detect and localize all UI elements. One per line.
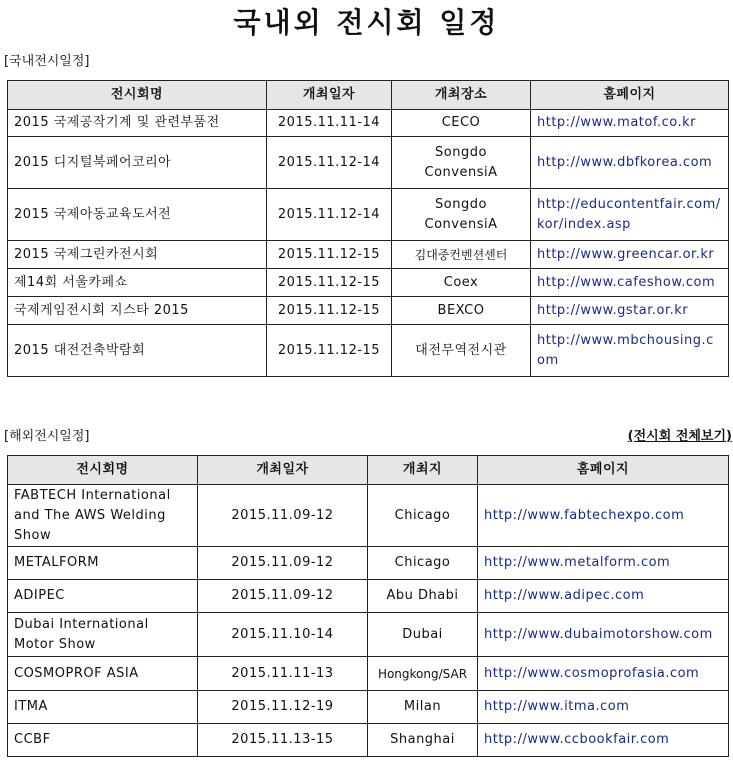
homepage-link[interactable]: http://www.ccbookfair.com — [478, 724, 729, 757]
table-row — [8, 269, 729, 297]
exhibition-date: 2015.11.12-15 — [267, 297, 392, 325]
exhibition-date: 2015.11.12-15 — [267, 269, 392, 297]
exhibition-name: METALFORM — [8, 547, 198, 580]
exhibition-name: 2015 대전건축박람회 — [8, 325, 267, 377]
column-header-name: 전시회명 — [8, 456, 198, 485]
exhibition-date: 2015.11.11-14 — [267, 110, 392, 137]
exhibition-date: 2015.11.12-14 — [267, 137, 392, 189]
homepage-link[interactable]: http://www.dbfkorea.com — [531, 137, 729, 189]
homepage-link[interactable]: http://www.metalform.com — [478, 547, 729, 580]
homepage-link[interactable]: http://www.mbchousing.com — [531, 325, 729, 377]
exhibition-venue: Songdo ConvensiA — [392, 189, 531, 241]
overseas-section-label: [해외전시일정] — [4, 429, 90, 444]
exhibition-venue: Chicago — [368, 485, 478, 547]
exhibition-date: 2015.11.09-12 — [198, 580, 368, 613]
column-header-venue: 개최장소 — [392, 81, 531, 110]
table-row — [8, 547, 729, 580]
domestic-section-label: [국내전시일정] — [4, 54, 90, 69]
exhibition-name: 2015 국제아동교육도서전 — [8, 189, 267, 241]
exhibition-venue: Dubai — [368, 613, 478, 657]
column-header-date: 개최일자 — [198, 456, 368, 485]
exhibition-venue: Coex — [392, 269, 531, 297]
exhibition-date: 2015.11.10-14 — [198, 613, 368, 657]
exhibition-name: 2015 디지털북페어코리아 — [8, 137, 267, 189]
exhibition-date: 2015.11.09-12 — [198, 485, 368, 547]
exhibition-name: ITMA — [8, 691, 198, 724]
exhibition-date: 2015.11.12-15 — [267, 325, 392, 377]
table-row — [8, 137, 729, 189]
table-row — [8, 724, 729, 757]
homepage-link[interactable]: http://www.matof.co.kr — [531, 110, 729, 137]
homepage-link[interactable]: http://www.cosmoprofasia.com — [478, 657, 729, 691]
exhibition-venue: CECO — [392, 110, 531, 137]
column-header-date: 개최일자 — [267, 81, 392, 110]
homepage-link[interactable]: http://www.gstar.or.kr — [531, 297, 729, 325]
exhibition-venue: Shanghai — [368, 724, 478, 757]
exhibition-venue: 대전무역전시관 — [392, 325, 531, 377]
exhibition-date: 2015.11.12-15 — [267, 241, 392, 269]
table-header-row — [8, 456, 729, 485]
exhibition-venue: BEXCO — [392, 297, 531, 325]
column-header-homepage: 홈페이지 — [531, 81, 729, 110]
exhibition-name: COSMOPROF ASIA — [8, 657, 198, 691]
table-row — [8, 657, 729, 691]
homepage-link[interactable]: http://www.fabtechexpo.com — [478, 485, 729, 547]
table-row — [8, 613, 729, 657]
exhibition-name: 제14회 서울카페쇼 — [8, 269, 267, 297]
domestic-exhibition-table — [7, 80, 729, 377]
table-header-row — [8, 81, 729, 110]
homepage-link[interactable]: http://www.dubaimotorshow.com — [478, 613, 729, 657]
exhibition-name: 2015 국제그린카전시회 — [8, 241, 267, 269]
exhibition-venue: 김대중컨벤션센터 — [392, 241, 531, 269]
exhibition-date: 2015.11.12-14 — [267, 189, 392, 241]
exhibition-name: CCBF — [8, 724, 198, 757]
table-row — [8, 189, 729, 241]
homepage-link[interactable]: http://www.cafeshow.com — [531, 269, 729, 297]
table-row — [8, 691, 729, 724]
exhibition-name: 국제게임전시회 지스타 2015 — [8, 297, 267, 325]
table-row — [8, 297, 729, 325]
homepage-link[interactable]: http://www.greencar.or.kr — [531, 241, 729, 269]
table-row — [8, 485, 729, 547]
exhibition-date: 2015.11.11-13 — [198, 657, 368, 691]
homepage-link[interactable]: http://educontentfair.com/kor/index.asp — [531, 189, 729, 241]
column-header-name: 전시회명 — [8, 81, 267, 110]
table-row — [8, 241, 729, 269]
homepage-link[interactable]: http://www.adipec.com — [478, 580, 729, 613]
table-row — [8, 110, 729, 137]
exhibition-venue: Milan — [368, 691, 478, 724]
exhibition-date: 2015.11.13-15 — [198, 724, 368, 757]
overseas-exhibition-table — [7, 455, 729, 757]
exhibition-name: ADIPEC — [8, 580, 198, 613]
table-row — [8, 325, 729, 377]
exhibition-name: 2015 국제공작기계 및 관련부품전 — [8, 110, 267, 137]
exhibition-date: 2015.11.09-12 — [198, 547, 368, 580]
homepage-link[interactable]: http://www.itma.com — [478, 691, 729, 724]
column-header-venue: 개최지 — [368, 456, 478, 485]
exhibition-venue: Hongkong/SAR — [368, 657, 478, 691]
view-all-exhibitions-link[interactable]: (전시회 전체보기) — [627, 429, 732, 444]
page-title: 국내외 전시회 일정 — [233, 6, 500, 39]
exhibition-name: FABTECH International and The AWS Welding Show — [8, 485, 198, 547]
table-row — [8, 580, 729, 613]
column-header-homepage: 홈페이지 — [478, 456, 729, 485]
exhibition-venue: Songdo ConvensiA — [392, 137, 531, 189]
exhibition-date: 2015.11.12-19 — [198, 691, 368, 724]
exhibition-venue: Chicago — [368, 547, 478, 580]
exhibition-name: Dubai International Motor Show — [8, 613, 198, 657]
exhibition-venue: Abu Dhabi — [368, 580, 478, 613]
